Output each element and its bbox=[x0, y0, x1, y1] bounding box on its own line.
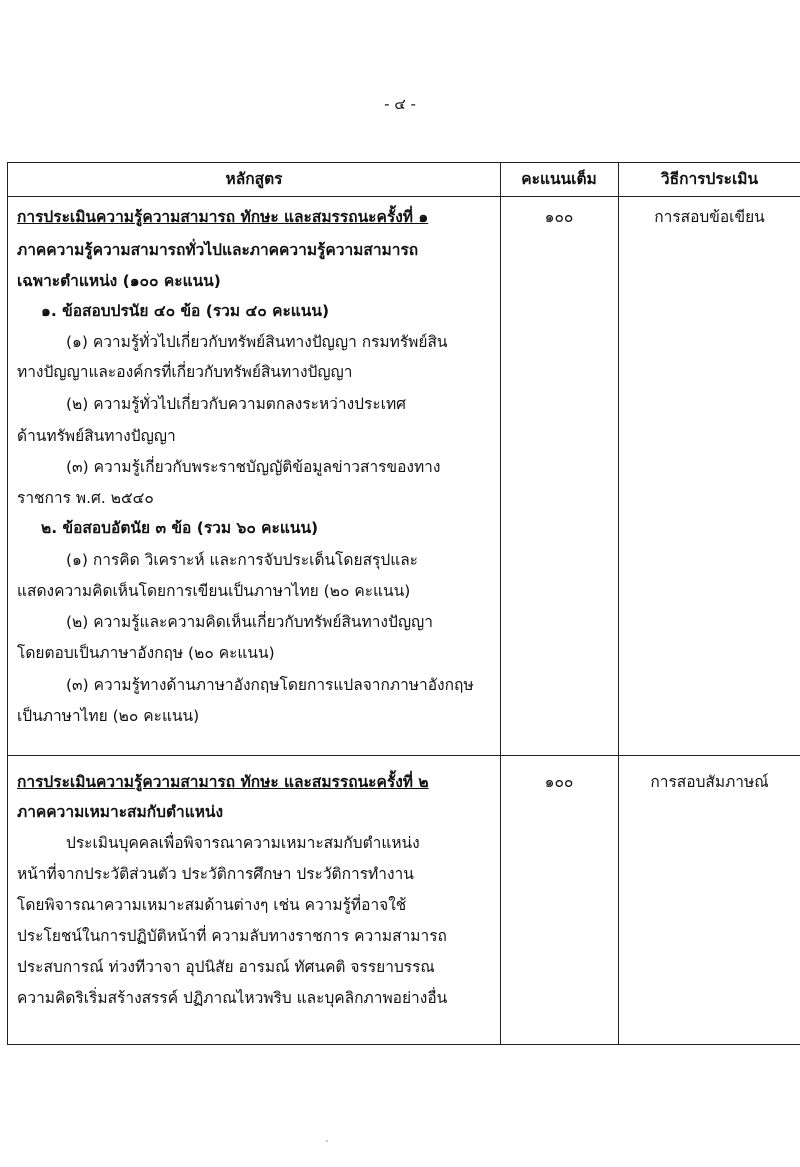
subjective-exam-heading: ๒. ข้อสอบอัตนัย ๓ ข้อ (รวม ๖๐ คะแนน) bbox=[41, 519, 319, 537]
objective-item-1: (๑) ความรู้ทั่วไปเกี่ยวกับทรัพย์สินทางปัญญา กรมทรัพย์สิน bbox=[66, 333, 448, 351]
subjective-item-3: (๓) ความรู้ทางด้านภาษาอังกฤษโดยการแปลจากภาษาอังกฤษ bbox=[66, 676, 474, 694]
objective-item-1: ทางปัญญาและองค์กรที่เกี่ยวกับทรัพย์สินทางปัญญา bbox=[17, 363, 353, 381]
section2-paragraph: หน้าที่จากประวัติส่วนตัว ประวัติการศึกษา ประวัติการทำงาน bbox=[17, 865, 414, 883]
objective-item-3: (๓) ความรู้เกี่ยวกับพระราชบัญญัติข้อมูลข่าวสารของทาง bbox=[66, 458, 441, 476]
subjective-item-3: เป็นภาษาไทย (๒๐ คะแนน) bbox=[17, 707, 200, 725]
section2-score: ๑๐๐ bbox=[544, 773, 574, 791]
objective-item-2: ด้านทรัพย์สินทางปัญญา bbox=[17, 427, 176, 445]
section2-title: การประเมินความรู้ความสามารถ ทักษะ และสมรรถนะครั้งที่ ๒ bbox=[17, 773, 429, 791]
section2-subtitle: ภาคความเหมาะสมกับตำแหน่ง bbox=[17, 803, 224, 821]
section1-score: ๑๐๐ bbox=[544, 208, 574, 226]
column-divider bbox=[500, 163, 501, 1044]
section1-subtitle: เฉพาะตำแหน่ง (๑๐๐ คะแนน) bbox=[17, 272, 221, 290]
section2-paragraph: ประโยชน์ในการปฏิบัติหน้าที่ ความลับทางราชการ ความสามารถ bbox=[17, 927, 447, 945]
column-divider bbox=[618, 163, 619, 1044]
section2-paragraph: ประสบการณ์ ท่วงทีวาจา อุปนิสัย อารมณ์ ทัศนคติ จรรยาบรรณ bbox=[17, 958, 435, 976]
header-curriculum: หลักสูตร bbox=[225, 170, 283, 188]
subjective-item-1: (๑) การคิด วิเคราะห์ และการจับประเด็นโดยสรุปและ bbox=[66, 551, 419, 569]
section1-method: การสอบข้อเขียน bbox=[654, 208, 765, 226]
objective-item-3: ราชการ พ.ศ. ๒๕๔๐ bbox=[17, 489, 154, 507]
header-full-score: คะแนนเต็ม bbox=[521, 170, 597, 188]
subjective-item-2: (๒) ความรู้และความคิดเห็นเกี่ยวกับทรัพย์สินทางปัญญา bbox=[66, 613, 433, 631]
header-divider bbox=[8, 196, 800, 197]
section1-subtitle: ภาคความรู้ความสามารถทั่วไปและภาคความรู้ความสามารถ bbox=[17, 241, 419, 259]
section2-paragraph: ความคิดริเริ่มสร้างสรรค์ ปฏิภาณไหวพริบ และบุคลิกภาพอย่างอื่น bbox=[17, 989, 448, 1007]
section2-method: การสอบสัมภาษณ์ bbox=[650, 773, 769, 791]
row-divider bbox=[8, 755, 800, 756]
subjective-item-2: โดยตอบเป็นภาษาอังกฤษ (๒๐ คะแนน) bbox=[17, 644, 275, 662]
section2-paragraph: ประเมินบุคคลเพื่อพิจารณาความเหมาะสมกับตำแหน่ง bbox=[66, 834, 420, 852]
scan-speck bbox=[326, 1140, 328, 1142]
subjective-item-1: แสดงความคิดเห็นโดยการเขียนเป็นภาษาไทย (๒๐ คะแนน) bbox=[17, 582, 411, 600]
objective-item-2: (๒) ความรู้ทั่วไปเกี่ยวกับความตกลงระหว่างประเทศ bbox=[66, 395, 407, 413]
section1-title: การประเมินความรู้ความสามารถ ทักษะ และสมรรถนะครั้งที่ ๑ bbox=[17, 208, 429, 226]
header-method: วิธีการประเมิน bbox=[660, 170, 759, 188]
curriculum-table bbox=[7, 162, 800, 1045]
objective-exam-heading: ๑. ข้อสอบปรนัย ๔๐ ข้อ (รวม ๔๐ คะแนน) bbox=[41, 302, 330, 320]
section2-paragraph: โดยพิจารณาความเหมาะสมด้านต่างๆ เช่น ความรู้ที่อาจใช้ bbox=[17, 896, 407, 914]
page-number: - ๔ - bbox=[384, 95, 416, 113]
